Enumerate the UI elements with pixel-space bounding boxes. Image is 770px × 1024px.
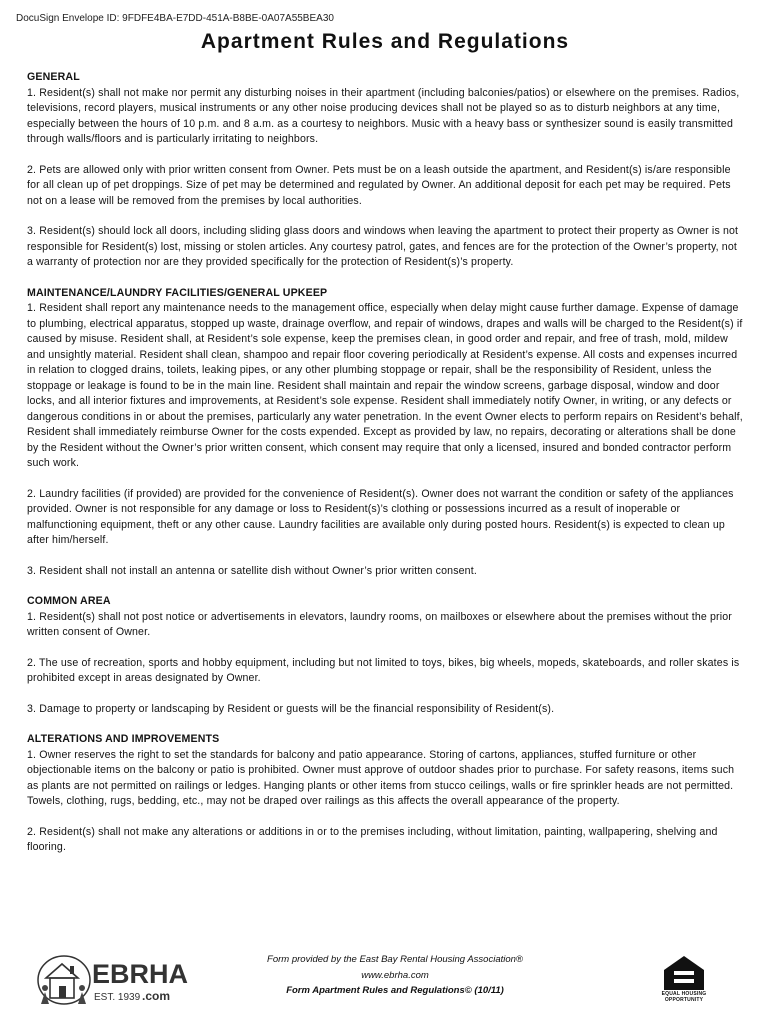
rule-paragraph: 3. Resident(s) should lock all doors, including sliding glass doors and windows when leaving the apartment to protect their property as Owner is not responsible for Resident(s) lost, missing or stolen articles. Any courtesy patrol, gates, and fences are for the protection of the Owner’s property, not a warranty of protection nor are they provided specifically for the protection of Resident(s)’s property. [27, 225, 739, 268]
rule-paragraph: 2. Resident(s) shall not make any alterations or additions in or to the premises including, without limitation, painting, wallpapering, shelving and flooring. [27, 825, 718, 853]
footer-website: www.ebrha.com [361, 969, 429, 981]
eho-caption-line1: EQUAL HOUSING [661, 991, 707, 997]
logo-est: EST. 1939 [94, 992, 141, 1003]
rule-paragraph: 3. Damage to property or landscaping by Resident or guests will be the financial responsibility of Resident(s). [27, 702, 555, 715]
section-general [27, 70, 745, 271]
section-heading: MAINTENANCE/LAUNDRY FACILITIES/GENERAL UPKEEP [27, 286, 328, 299]
rule-paragraph: 2. The use of recreation, sports and hobby equipment, including but not limited to toys, bikes, big wheels, mopeds, skateboards, and roller skates is prohibited except in areas designated by Owner. [27, 656, 740, 684]
rule-paragraph: 2. Laundry facilities (if provided) are provided for the convenience of Resident(s). Owner does not warrant the condition or safety of the appliances provided. Owner is not responsible for any damage or loss to Resident(s)’s clothing or possessions incurred as a result of inoperable or malfunctioning equipment, theft or any other cause. Laundry facilities are available only during posted hours. Resident(s) is expected to clean up after him/herself. [27, 487, 734, 546]
section-alterations [27, 732, 745, 856]
logo-domain: .com [142, 989, 171, 1003]
document-title: Apartment Rules and Regulations [200, 30, 570, 53]
rule-paragraph: 1. Resident(s) shall not make nor permit any disturbing noises in their apartment (including balconies/patios) or elsewhere on the premises. Radios, televisions, record players, musical instruments or any other noise producing devices shall not be played so as to disturb neighbors at any time, especially between the hours of 10 p.m. and 8 a.m. as a courtesy to neighbors. Music with a heavy bass or synthesizer sound is easily transmitted through walls/floors and is particularly irritating to neighbors. [27, 86, 740, 145]
section-heading: ALTERATIONS AND IMPROVEMENTS [27, 733, 220, 745]
rule-paragraph: 1. Resident shall report any maintenance needs to the management office, especially when delay might cause further damage. Expense of damage to plumbing, electrical apparatus, stopped up waste, drainage overflow, and repair of windows, drapes and walls will be charged to the Resident(s) if caused by misuse. Resident shall, at Resident’s sole expense, keep the premises clean, in good order and repair, and free of trash, mold, mildew and unsightly material. Resident shall clean, shampoo and repair floor covering periodically at Resident’s expense. All costs and expenses incurred in relation to clogged drains, toilets, leaking pipes, or any other plumbing stoppage or repair, shall be the responsibility of Resident, unless the stoppage or leakage is found to be in the main line. Resident shall maintain and repair the window screens, garbage disposal, window and door locks, and all interior fixtures and improvements, at Resident’s sole expense. Resident shall immediately notify Owner, in writing, or any defects or dangerous conditions in or about the premises, particularly any water penetration. In the event Owner elects to perform repairs on Resident’s behalf, Resident shall immediately reimburse Owner for the costs expended. Except as provided by law, no repairs, decorating or alterations shall be done by the Resident without the Owner’s prior written consent, which consent may require that only a licensed, insured and bonded contractor perform such work. [27, 302, 743, 469]
rule-paragraph: 2. Pets are allowed only with prior written consent from Owner. Pets must be on a leash outside the apartment, and Resident(s) is/are responsible for all clean up of pet droppings. Size of pet may be determined and regulated by Owner. An additional deposit for each pet may be required. Pets not on a lease will be removed from the premises by local authorities. [27, 163, 731, 207]
ebrha-logo [36, 948, 189, 1008]
section-heading: COMMON AREA [27, 595, 111, 607]
section-maintenance [27, 286, 745, 580]
rule-paragraph: 3. Resident shall not install an antenna or satellite dish without Owner’s prior written consent. [27, 564, 477, 577]
logo-name: EBRHA [92, 959, 189, 989]
document-body [27, 70, 745, 871]
section-heading: GENERAL [27, 71, 80, 83]
footer-form-title: Form Apartment Rules and Regulations© (10/11) [286, 985, 504, 996]
footer [200, 952, 590, 999]
rule-paragraph: 1. Resident(s) shall not post notice or advertisements in elevators, laundry rooms, on mailboxes or elsewhere about the premises without the prior written consent of Owner. [27, 610, 732, 638]
rule-paragraph: 1. Owner reserves the right to set the standards for balcony and patio appearance. Storing of cartons, appliances, stuffed furniture or other objectionable items on the balcony or patio is prohibited. Owner must approve of outdoor shades prior to purchase. For safety reasons, items such as plants are not permitted on railings or ledges. Hanging plants or other items from stucco ceilings, walls or fire sprinkler heads are not permitted. Towels, clothing, rugs, bedding, etc., may not be draped over railings as this affects the overall appearance of the property. [27, 748, 735, 807]
eho-caption-line2: OPPORTUNITY [664, 997, 704, 1003]
house-and-people-icon [38, 956, 90, 1004]
docusign-envelope-id: DocuSign Envelope ID: 9FDFE4BA-E7DD-451A-B8BE-0A07A55BEA30 [16, 13, 334, 24]
equal-housing-caption [655, 991, 713, 1003]
footer-provider: Form provided by the East Bay Rental Housing Association® [267, 954, 523, 965]
section-common-area [27, 594, 745, 717]
